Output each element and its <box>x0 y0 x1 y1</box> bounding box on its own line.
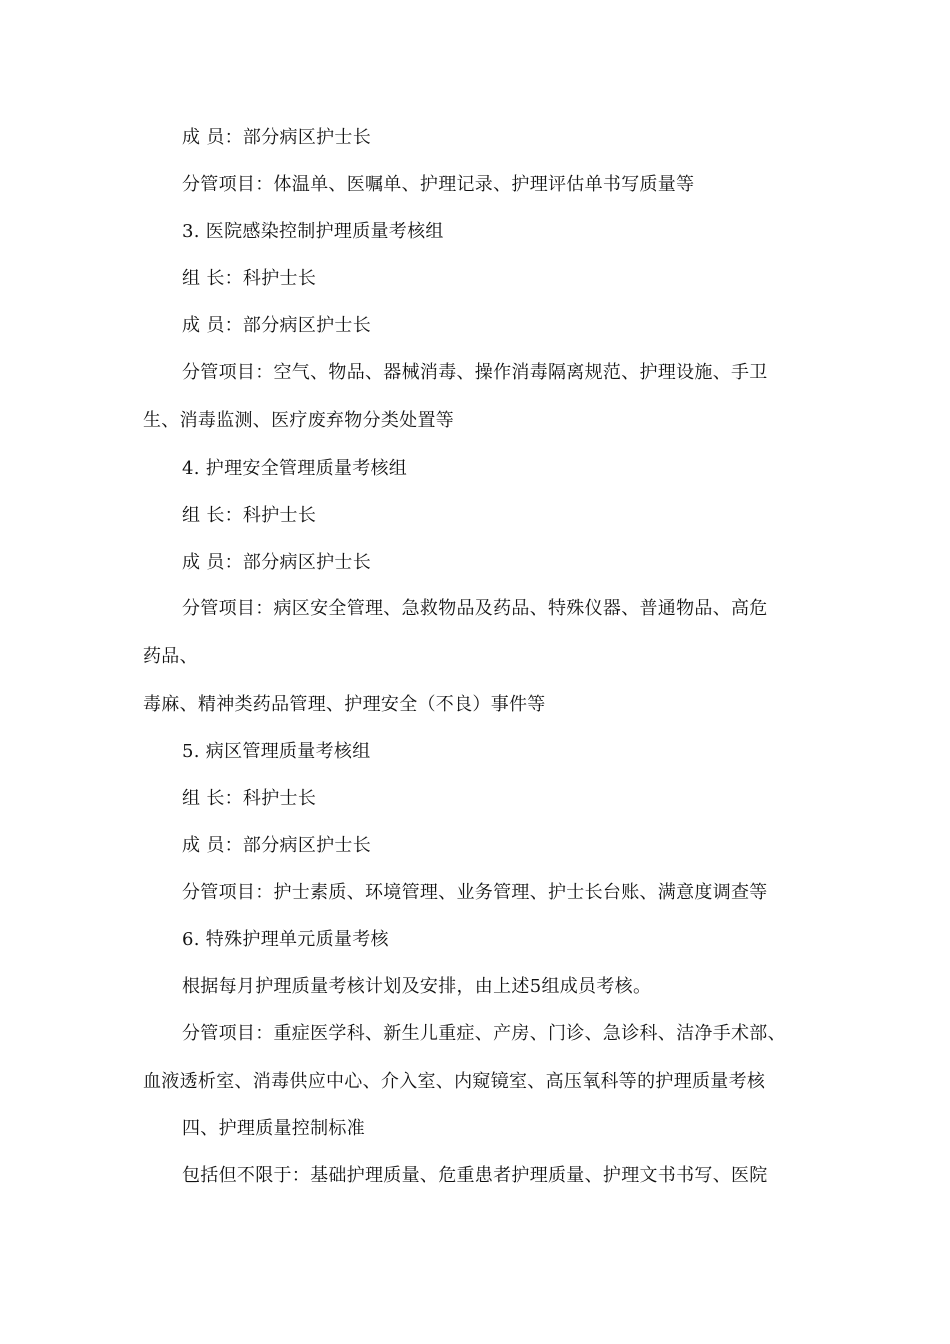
text-line: 分管项目：重症医学科、新生儿重症、产房、门诊、急诊科、洁净手术部、 <box>182 1023 786 1044</box>
text-line: 成 员：部分病区护士长 <box>182 315 372 336</box>
text-line: 组 长：科护士长 <box>182 788 317 809</box>
text-line: 分管项目：病区安全管理、急救物品及药品、特殊仪器、普通物品、高危 <box>182 598 768 619</box>
text-line: 生、消毒监测、医疗废弃物分类处置等 <box>143 410 455 431</box>
text-line: 5. 病区管理质量考核组 <box>182 741 371 762</box>
text-line: 成 员：部分病区护士长 <box>182 552 372 573</box>
text-line: 组 长：科护士长 <box>182 268 317 289</box>
text-line: 6. 特殊护理单元质量考核 <box>182 929 389 950</box>
text-line: 组 长：科护士长 <box>182 505 317 526</box>
text-line: 分管项目：护士素质、环境管理、业务管理、护士长台账、满意度调查等 <box>182 882 768 903</box>
text-line: 成 员：部分病区护士长 <box>182 127 372 148</box>
text-line: 成 员：部分病区护士长 <box>182 835 372 856</box>
text-line: 根据每月护理质量考核计划及安排，由上述5组成员考核。 <box>182 976 652 997</box>
text-line: 分管项目：空气、物品、器械消毒、操作消毒隔离规范、护理设施、手卫 <box>182 362 768 383</box>
text-line: 分管项目：体温单、医嘱单、护理记录、护理评估单书写质量等 <box>182 174 695 195</box>
text-line: 4. 护理安全管理质量考核组 <box>182 458 408 479</box>
text-line: 包括但不限于：基础护理质量、危重患者护理质量、护理文书书写、医院 <box>182 1165 768 1186</box>
text-line: 毒麻、精神类药品管理、护理安全（不良）事件等 <box>143 694 546 715</box>
text-line: 药品、 <box>143 646 198 667</box>
section-heading: 四、护理质量控制标准 <box>182 1118 365 1139</box>
text-line: 血液透析室、消毒供应中心、介入室、内窥镜室、高压氧科等的护理质量考核 <box>143 1071 766 1092</box>
text-line: 3. 医院感染控制护理质量考核组 <box>182 221 444 242</box>
